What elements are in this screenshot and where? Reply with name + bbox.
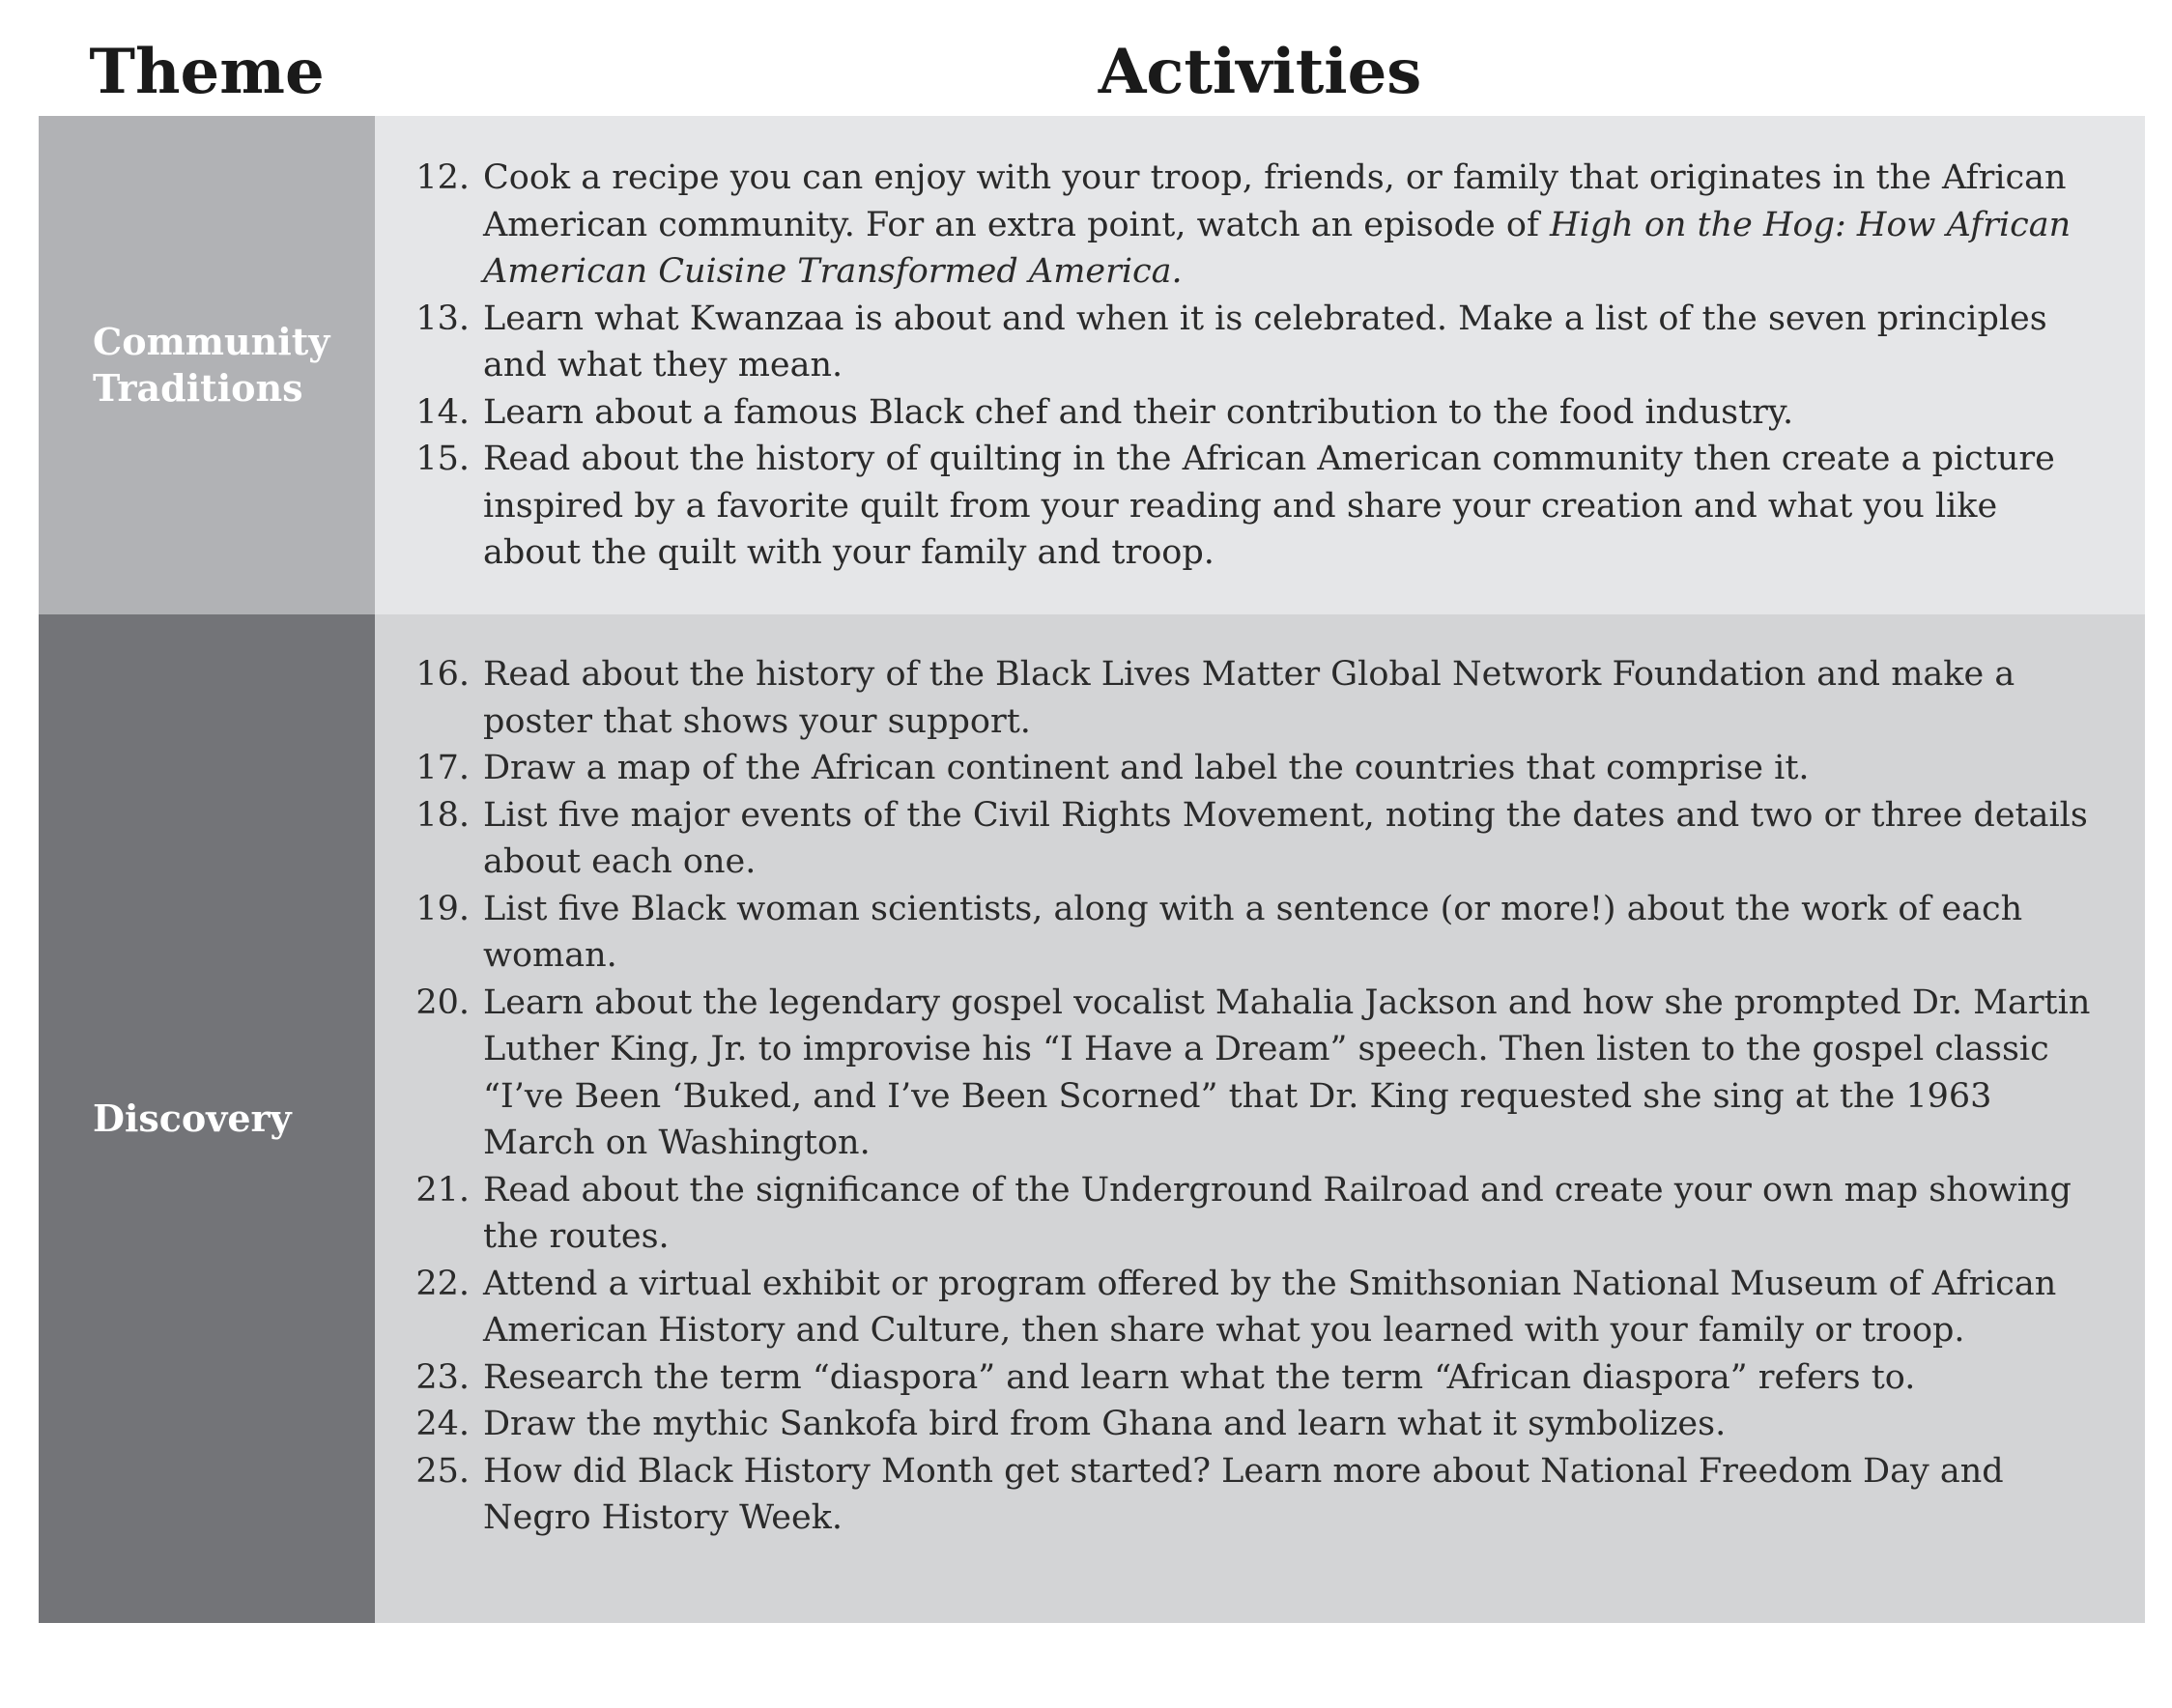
list-item (410, 1167, 2097, 1261)
item-text-title: High on the Hog: How African American Cuisine Transformed America. (483, 205, 2072, 291)
item-number: 14. (415, 392, 470, 432)
item-text: Read about the history of the Black Lives Matter Global Network Foundation and make a poster that shows your support. (483, 655, 2015, 741)
item-text: Learn about a famous Black chef and their contribution to the food industry. (483, 392, 1794, 432)
list-item (410, 651, 2097, 745)
activities-cell (375, 116, 2145, 614)
item-number: 17. (415, 749, 470, 787)
item-text: Research the term “diaspora” and learn what the term “African diaspora” refers to. (483, 1357, 1916, 1397)
item-number: 13. (415, 299, 470, 338)
list-item (410, 1354, 2097, 1402)
item-number: 25. (415, 1451, 470, 1491)
list-item (410, 389, 2097, 437)
item-number: 22. (415, 1264, 470, 1303)
item-text-body: Cook a recipe you can enjoy with your troop, friends, or family that originates in the African American community. For an extra point, watch an episode of (483, 158, 2067, 244)
table-header (39, 29, 2145, 116)
list-item (410, 886, 2097, 980)
item-number: 23. (415, 1357, 470, 1397)
item-text: List five major events of the Civil Rights Movement, noting the dates and two or three details about each one. (483, 795, 2088, 881)
item-text: Attend a virtual exhibit or program offered by the Smithsonian National Museum of African American History and Culture, then share what you learned with your family or troop. (483, 1264, 2057, 1350)
list-item (410, 155, 2097, 296)
item-text: Read about the significance of the Underground Railroad and create your own map showing the routes. (483, 1170, 2072, 1256)
item-number: 24. (415, 1405, 470, 1443)
list-item (410, 296, 2097, 389)
item-number: 19. (415, 889, 470, 928)
activities-cell (375, 614, 2145, 1623)
table-row (39, 116, 2145, 614)
table-row (39, 614, 2145, 1623)
item-text: Draw a map of the African continent and label the countries that comprise it. (483, 749, 1810, 787)
item-number: 12. (415, 158, 470, 197)
list-item (410, 436, 2097, 577)
item-text: Learn what Kwanzaa is about and when it is celebrated. Make a list of the seven principles and what they mean. (483, 299, 2047, 384)
item-number: 18. (415, 795, 470, 835)
item-text (483, 155, 2097, 296)
list-item (410, 745, 2097, 792)
item-text: List five Black woman scientists, along with a sentence (or more!) about the work of each woman. (483, 889, 2023, 975)
activities-table (39, 116, 2145, 1623)
theme-column-header: Theme (89, 36, 325, 108)
item-text: Learn about the legendary gospel vocalist Mahalia Jackson and how she prompted Dr. Martin Luther King, Jr. to improvise his “I Have a Dream” speech. Then listen to the gospel classic “I’ve Been ‘Buked, and I’ve Been Scorned” that Dr. King requested she sing at the 1963 March on Washington. (483, 982, 2091, 1162)
theme-label: Community Traditions (93, 320, 330, 410)
item-number: 20. (415, 982, 470, 1022)
item-text: Draw the mythic Sankofa bird from Ghana and learn what it symbolizes. (483, 1405, 1727, 1443)
list-item (410, 1448, 2097, 1542)
list-item (410, 1401, 2097, 1448)
item-text: Read about the history of quilting in the African American community then create a picture inspired by a favorite quilt from your reading and share your creation and what you like about the quilt with your family and troop. (483, 440, 2055, 572)
list-item (410, 792, 2097, 886)
theme-label: Discovery (93, 1096, 292, 1140)
item-text: How did Black History Month get started? Learn more about National Freedom Day and Negro History Week. (483, 1451, 2004, 1537)
list-item (410, 980, 2097, 1167)
activities-column-header: Activities (1098, 36, 1422, 108)
item-number: 21. (415, 1170, 470, 1210)
theme-cell-community-traditions (39, 116, 375, 614)
item-number: 15. (415, 440, 470, 478)
theme-cell-discovery (39, 614, 375, 1623)
list-item (410, 1261, 2097, 1354)
item-number: 16. (415, 655, 470, 694)
